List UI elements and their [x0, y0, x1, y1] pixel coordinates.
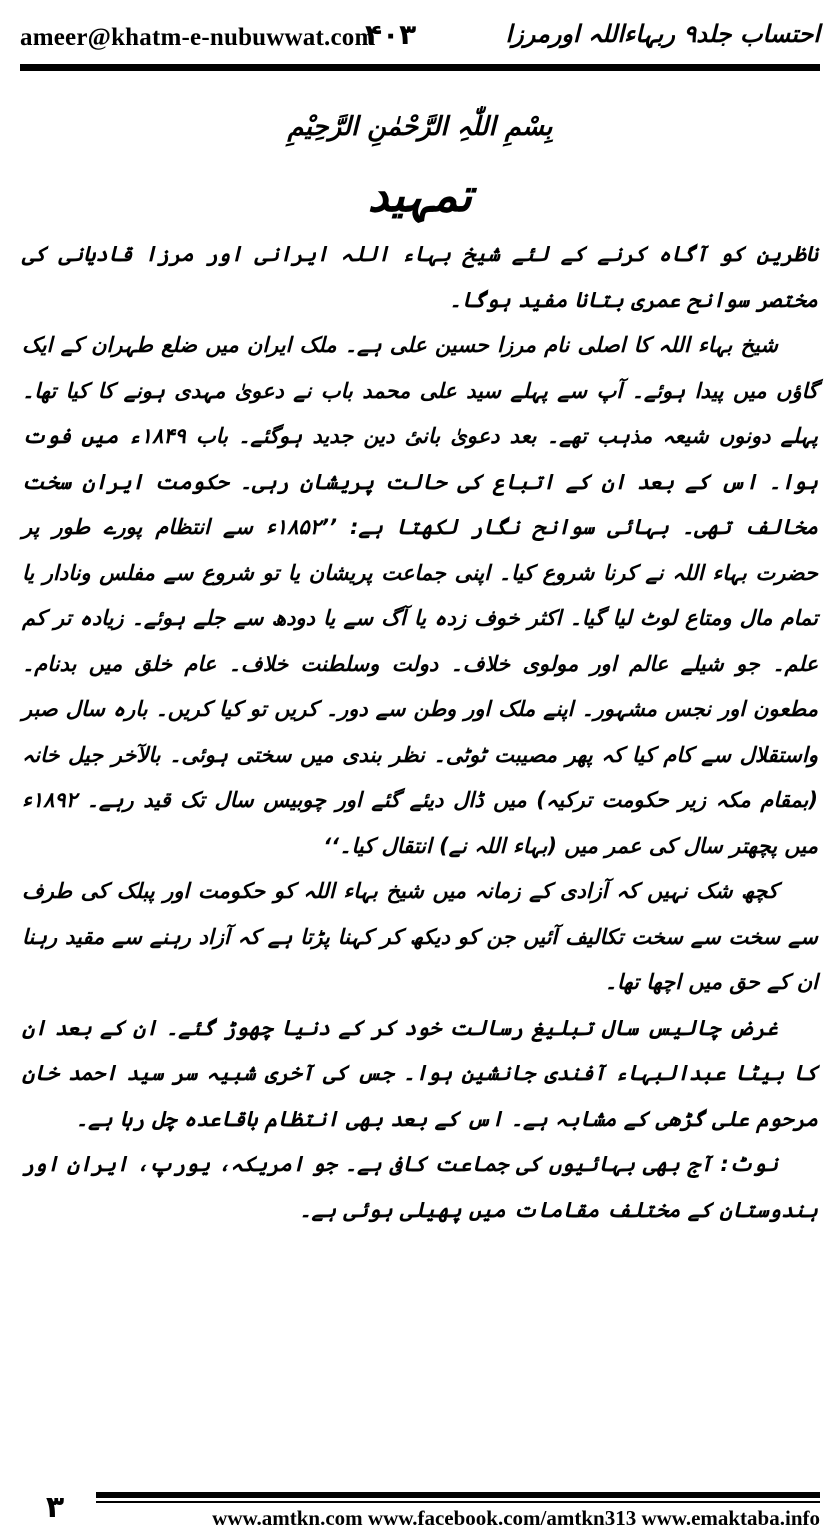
paragraph: شیخ بہاء اللہ کا اصلی نام مرزا حسین علی ہے۔ ملک ایران میں ضلع طہران کے ایک گاؤں میں پیدا ہوئے۔ آپ سے پہلے سید علی محمد باب نے دعویٰ مہدی ہونے کا کیا تھا۔ پہلے دونوں شیعہ مذہب تھے۔ بعد دعویٰ بانیٔ دین جدید ہوگئے۔ باب ۱۸۴۹ء میں فوت ہوا۔ اس کے بعد ان کے اتباع کی حالت پریشان رہی۔ حکومت ایران سخت مخالف تھی۔ بہائی سوانح نگار لکھتا ہے: ’’۱۸۵۲ء سے انتظام پورے طور پر حضرت بہاء اللہ نے کرنا شروع کیا۔ اپنی جماعت پریشان یا تو شروع سے مفلس ونادار یا تمام مال ومتاع لوٹ لیا گیا۔ اکثر خوف زدہ یا آگ سے یا دودھ سے جلے ہوئے۔ زیادہ تر کم علم۔ جو شیلے عالم اور مولوی خلاف۔ دولت وسلطنت خلاف۔ عام خلق میں بدنام۔ مطعون اور نجس مشہور۔ اپنے ملک اور وطن سے دور۔ کریں تو کیا کریں۔ بارہ سال صبر واستقلال سے کام کیا کہ پھر مصیبت ٹوٹی۔ نظر بندی میں سختی ہوئی۔ بالآخر جیل خانہ (بمقام مکہ زیر حکومت ترکیہ) میں ڈال دیئے گئے اور چوبیس سال تک قید رہے۔ ۱۸۹۲ء میں پچھتر سال کی عمر میں (بہاء اللہ نے) انتقال کیا۔‘‘ — [22, 333, 819, 858]
paragraph: نوٹ: آج بھی بہائیوں کی جماعت کافی ہے۔ جو امریکہ، یورپ، ایران اور ہندوستان کے مختلف مقامات میں پھیلی ہوئی ہے۔ — [22, 1152, 818, 1222]
header-book-title: احتساب جلد۹ ربہاءاللہ اورمرزا — [505, 20, 820, 48]
header-rule — [20, 64, 820, 71]
header-page-number: ۴۰۳ — [365, 18, 417, 51]
footer-links: www.amtkn.com www.facebook.com/amtkn313 www.emaktaba.info — [212, 1506, 820, 1530]
bismillah-calligraphy: بِسْمِ اللّٰہِ الرَّحْمٰنِ الرَّحِیْمِ — [287, 112, 553, 142]
paragraph: ناظرین کو آگاہ کرنے کے لئے شیخ بہاء اللہ ایرانی اور مرزا قادیانی کی مختصر سوانح عمری بتانا مفید ہوگا۔ — [22, 242, 818, 312]
body-text — [22, 232, 818, 1452]
chapter-heading: تمہید — [367, 168, 473, 222]
header-email: ameer@khatm-e-nubuwwat.com — [20, 24, 376, 51]
paragraph: کچھ شک نہیں کہ آزادی کے زمانہ میں شیخ بہاء اللہ کو حکومت اور پبلک کی طرف سے سخت سے سخت تکالیف آئیں جن کو دیکھ کر کہنا پڑتا ہے کہ آزاد رہنے سے مقید رہنا ان کے حق میں اچھا تھا۔ — [22, 879, 818, 994]
footer-page-number: ۳ — [45, 1490, 65, 1525]
paragraph: غرض چالیس سال تبلیغ رسالت خود کر کے دنیا چھوڑ گئے۔ ان کے بعد ان کا بیٹا عبدالبہاء آفندی جانشین ہوا۔ جس کی آخری شبیہ سر سید احمد خان مرحوم علی گڑھی کے مشابہ ہے۔ اس کے بعد بھی انتظام باقاعدہ چل رہا ہے۔ — [22, 1015, 818, 1131]
page-header — [20, 14, 820, 66]
page-footer — [20, 1488, 820, 1534]
footer-rule-thin — [96, 1501, 820, 1503]
footer-rule — [96, 1492, 820, 1498]
